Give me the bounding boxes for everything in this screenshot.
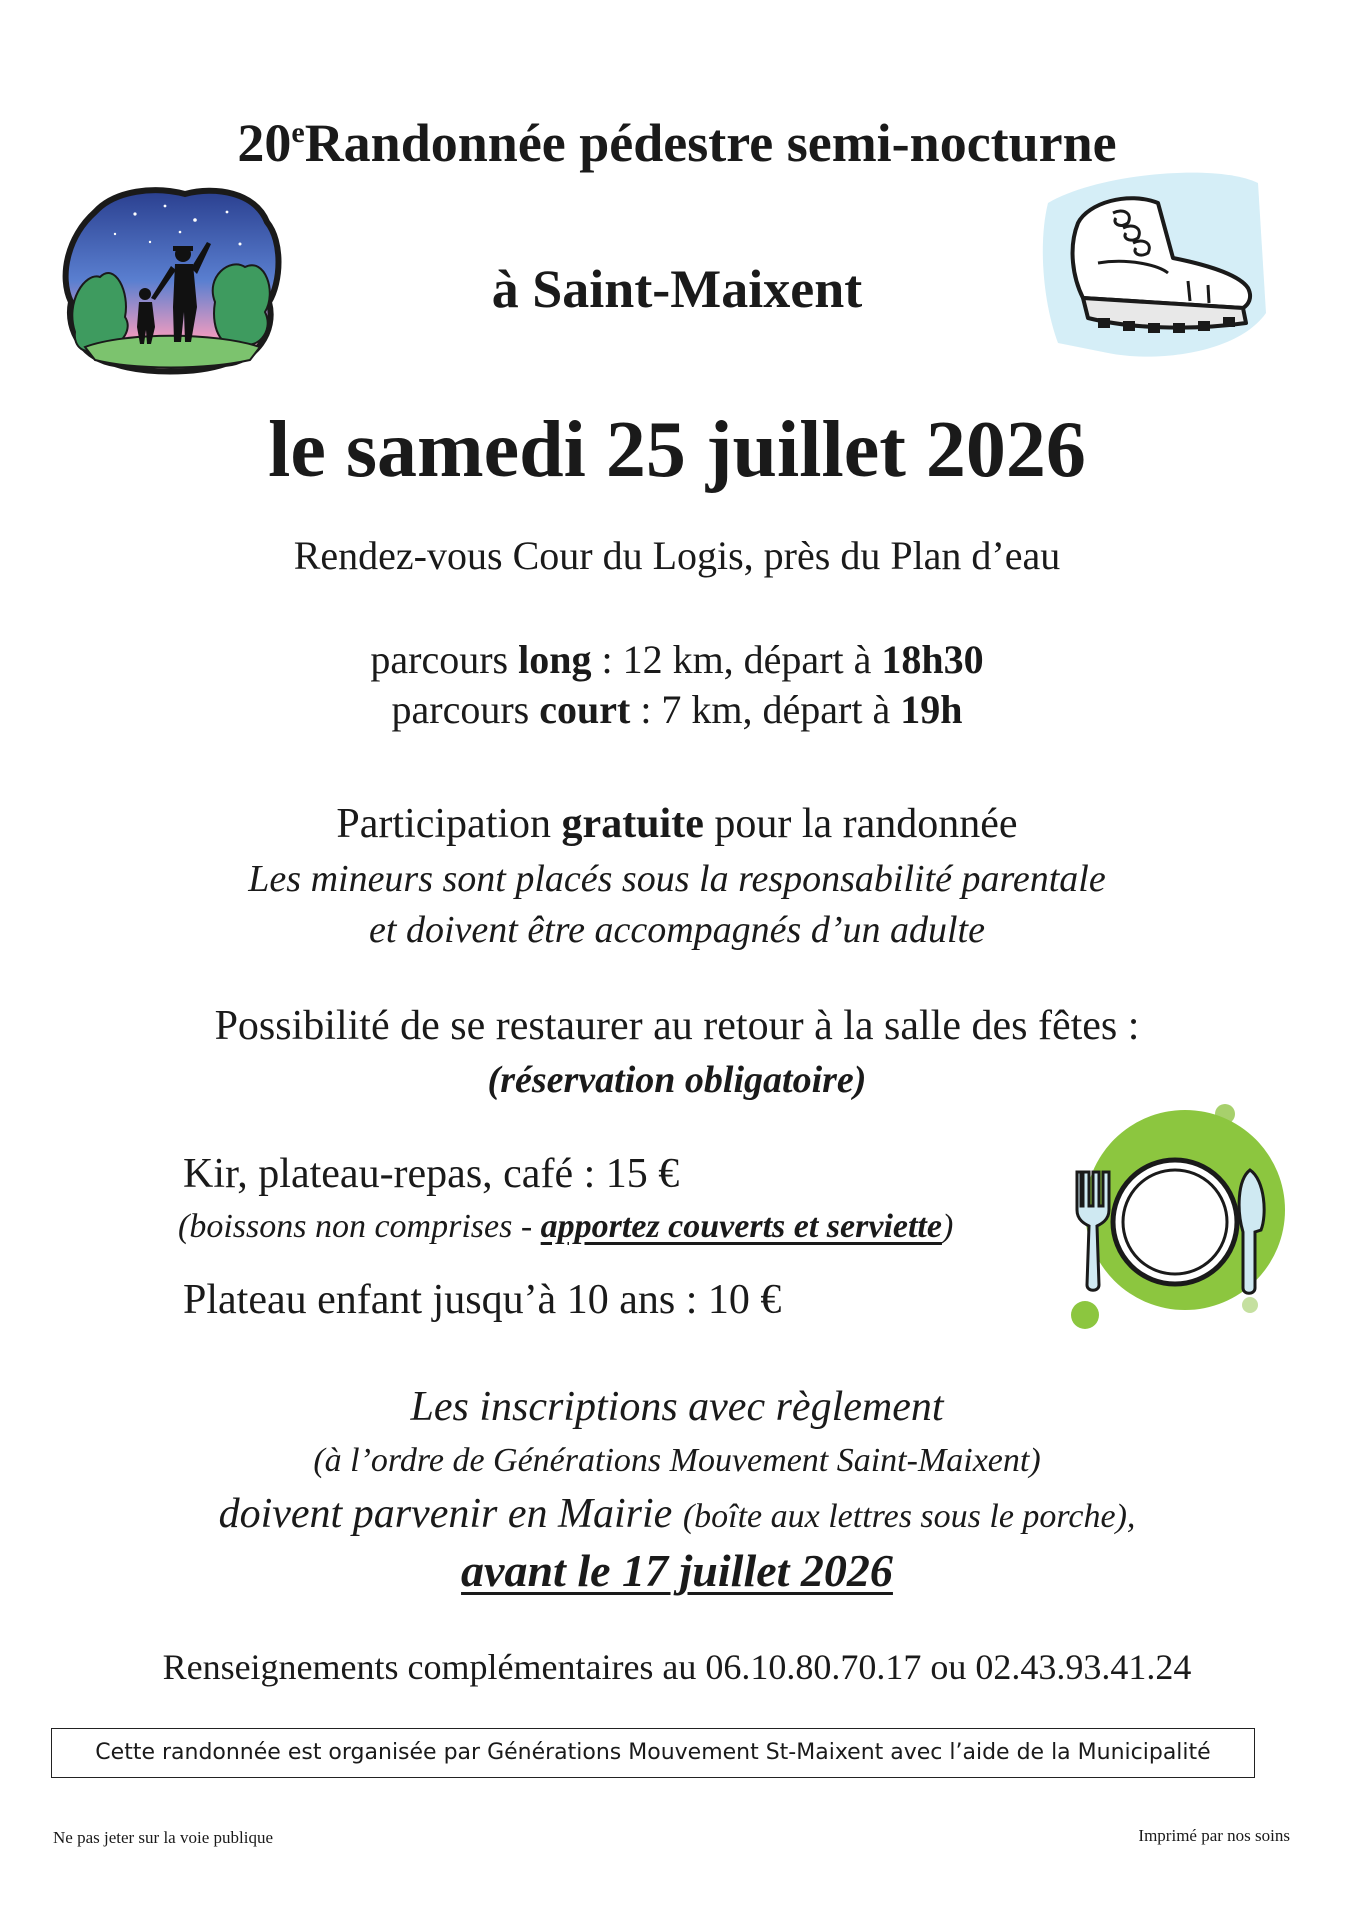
- event-date: le samedi 25 juillet 2026: [268, 406, 1086, 494]
- participation: [0, 800, 1354, 848]
- footer-printed-note: Imprimé par nos soins: [1138, 1826, 1290, 1845]
- reservation-required: (réservation obligatoire): [487, 1059, 867, 1101]
- route-long-distance: : 12 km, départ à: [591, 637, 882, 682]
- registration-deadline-text: avant le 17 juillet 2026: [461, 1545, 893, 1596]
- edition-ordinal: e: [291, 116, 305, 149]
- registration-line-3-small: (boîte aux lettres sous le porche),: [682, 1498, 1136, 1535]
- route-short-time: 19h: [900, 687, 963, 732]
- route-short-name: court: [539, 687, 631, 732]
- plate-cutlery-icon: [1055, 1100, 1295, 1332]
- registration-deadline: [0, 1544, 1354, 1597]
- title-line-1: [0, 112, 1354, 174]
- route-long-prefix: parcours: [370, 637, 519, 682]
- route-short-prefix: parcours: [391, 687, 540, 732]
- meeting-point: Rendez-vous Cour du Logis, près du Plan d’eau: [293, 533, 1061, 578]
- meal-intro: Possibilité de se restaurer au retour à la salle des fêtes :: [214, 1003, 1140, 1049]
- event-name: Randonnée pédestre semi-nocturne: [304, 113, 1117, 173]
- participation-prefix: Participation: [336, 801, 562, 847]
- registration-line-2: (à l’ordre de Générations Mouvement Saint-Maixent): [313, 1442, 1041, 1479]
- organizer-box: Cette randonnée est organisée par Générations Mouvement St-Maixent avec l’aide de la Municipalité: [51, 1728, 1255, 1778]
- registration-line-3: [0, 1490, 1354, 1538]
- menu-adult: Kir, plateau-repas, café : 15 €: [183, 1151, 680, 1197]
- menu-adult-note: [178, 1208, 953, 1246]
- edition-number: 20: [237, 113, 292, 173]
- route-long: [0, 636, 1354, 683]
- route-short: [0, 686, 1354, 733]
- menu-child: Plateau enfant jusqu’à 10 ans : 10 €: [183, 1277, 782, 1323]
- menu-adult-note-emphasis: apportez couverts et serviette: [540, 1208, 942, 1245]
- title-line-2: à Saint-Maixent: [491, 259, 863, 319]
- menu-adult-note-prefix: (boissons non comprises -: [178, 1208, 541, 1245]
- registration-line-1: Les inscriptions avec règlement: [410, 1384, 944, 1430]
- menu-adult-note-suffix: ): [941, 1208, 954, 1245]
- route-long-name: long: [518, 637, 592, 682]
- contact-info: Renseignements complémentaires au 06.10.80.70.17 ou 02.43.93.41.24: [162, 1647, 1192, 1687]
- participation-free: gratuite: [561, 801, 704, 847]
- minors-note-line-2: et doivent être accompagnés d’un adulte: [369, 909, 985, 951]
- route-short-distance: : 7 km, départ à: [630, 687, 901, 732]
- minors-note-line-1: Les mineurs sont placés sous la responsabilité parentale: [248, 858, 1106, 900]
- registration-line-3-main: doivent parvenir en Mairie: [218, 1491, 683, 1537]
- route-long-time: 18h30: [881, 637, 984, 682]
- footer-disposal-note: Ne pas jeter sur la voie publique: [53, 1828, 273, 1847]
- participation-suffix: pour la randonnée: [703, 801, 1018, 847]
